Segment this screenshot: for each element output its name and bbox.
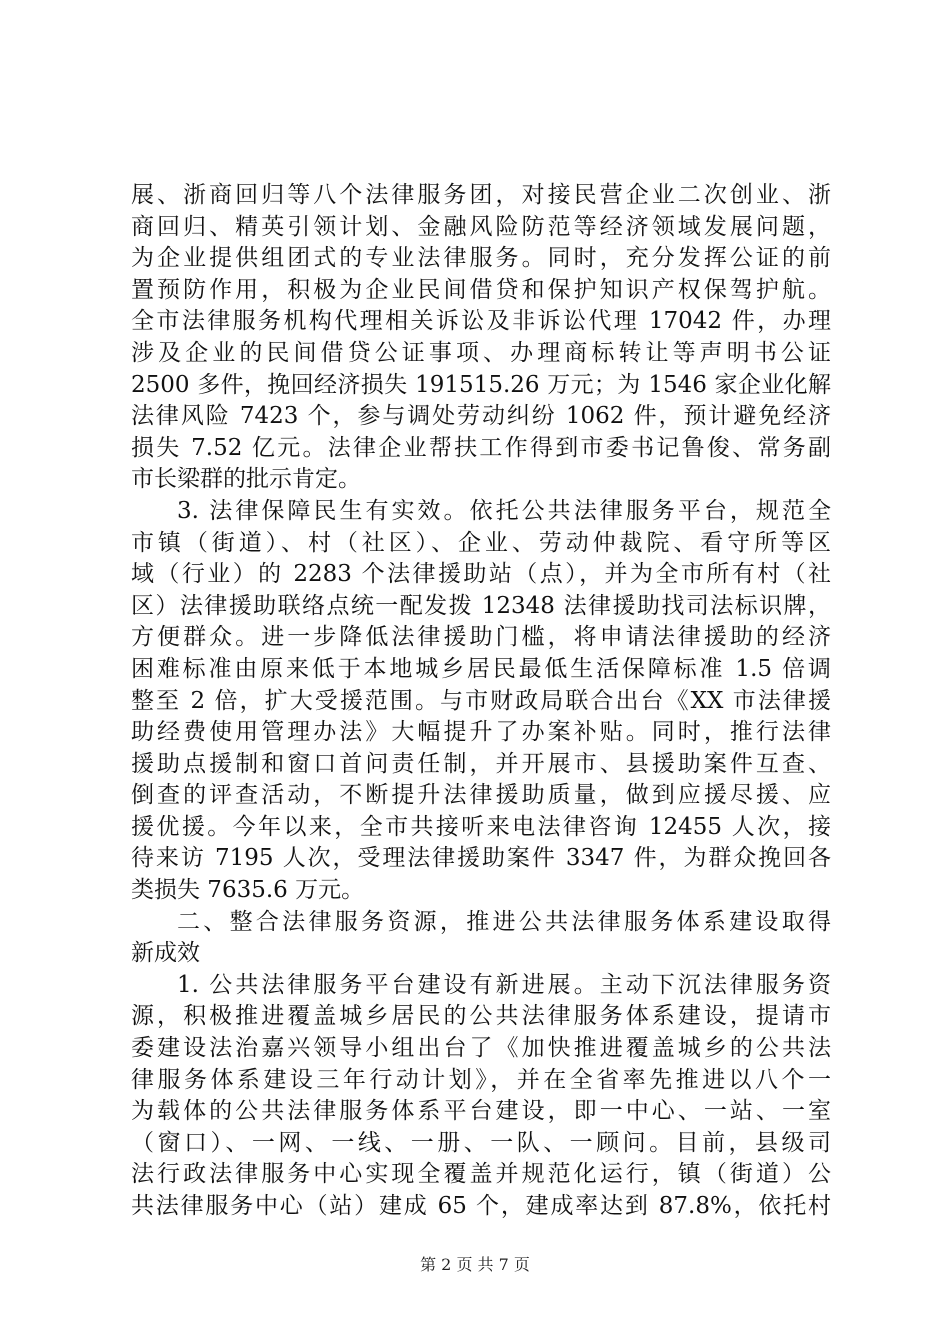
text-line: 待来访 7195 人次，受理法律援助案件 3347 件，为群众挽回各	[131, 845, 831, 872]
text-line: 助经费使用管理办法》大幅提升了办案补贴。同时，推行法律	[131, 719, 831, 746]
text-line: 市长梁群的批示肯定。	[131, 466, 361, 493]
text-line: 全市法律服务机构代理相关诉讼及非诉讼代理 17042 件，办理	[131, 308, 831, 335]
text-line: 2500 多件，挽回经济损失 191515.26 万元；为 1546 家企业化解	[131, 371, 831, 398]
text-line: 整至 2 倍，扩大受援范围。与市财政局联合出台《XX 市法律援	[131, 687, 831, 714]
text-line: 类损失 7635.6 万元。	[131, 877, 365, 904]
text-line: 为企业提供组团式的专业法律服务。同时，充分发挥公证的前	[131, 245, 831, 272]
text-line: 区）法律援助联络点统一配发拨 12348 法律援助找司法标识牌，	[131, 592, 831, 619]
section-heading-line: 1. 公共法律服务平台建设有新进展。主动下沉法律服务资	[177, 971, 831, 998]
text-line: 援助点援制和窗口首问责任制，并开展市、县援助案件互查、	[131, 750, 831, 777]
text-line: 置预防作用，积极为企业民间借贷和保护知识产权保驾护航。	[131, 276, 831, 303]
text-line: 涉及企业的民间借贷公证事项、办理商标转让等声明书公证	[131, 339, 831, 366]
text-line: 律服务体系建设三年行动计划》，并在全省率先推进以八个一	[131, 1066, 831, 1093]
text-line: 方便群众。进一步降低法律援助门槛，将申请法律援助的经济	[131, 624, 831, 651]
text-line: 展、浙商回归等八个法律服务团，对接民营企业二次创业、浙	[131, 182, 831, 208]
body-text	[131, 180, 831, 1223]
section-heading-line: 新成效	[131, 940, 200, 967]
section-heading-line: 3. 法律保障民生有实效。依托公共法律服务平台，规范全	[177, 497, 831, 524]
page-number: 第 2 页 共 7 页	[420, 1255, 530, 1274]
text-line: 法律风险 7423 个，参与调处劳动纠纷 1062 件，预计避免经济	[131, 403, 831, 430]
text-line: 法行政法律服务中心实现全覆盖并规范化运行，镇（街道）公	[131, 1161, 831, 1188]
text-line: 委建设法治嘉兴领导小组出台了《加快推进覆盖城乡的公共法	[131, 1035, 831, 1062]
text-line: 域（行业）的 2283 个法律援助站（点），并为全市所有村（社	[131, 561, 831, 588]
text-line: 倒查的评查活动，不断提升法律援助质量，做到应援尽援、应	[131, 782, 831, 809]
text-line: 援优援。今年以来，全市共接听来电法律咨询 12455 人次，接	[131, 813, 831, 840]
text-line: 共法律服务中心（站）建成 65 个，建成率达到 87.8%，依托村	[131, 1193, 831, 1219]
text-line: 源，积极推进覆盖城乡居民的公共法律服务体系建设，提请市	[131, 1003, 831, 1030]
text-line: （窗口）、一网、一线、一册、一队、一顾问。目前，县级司	[131, 1129, 831, 1156]
text-line: 为载体的公共法律服务体系平台建设，即一中心、一站、一室	[131, 1098, 831, 1125]
text-line: 市镇（街道）、村（社区）、企业、劳动仲裁院、看守所等区	[131, 529, 831, 556]
text-line: 商回归、精英引领计划、金融风险防范等经济领域发展问题，	[131, 213, 831, 240]
text-line: 损失 7.52 亿元。法律企业帮扶工作得到市委书记鲁俊、常务副	[131, 434, 831, 461]
text-line: 困难标准由原来低于本地城乡居民最低生活保障标准 1.5 倍调	[131, 655, 831, 682]
section-heading-line: 二、整合法律服务资源，推进公共法律服务体系建设取得	[177, 908, 831, 935]
